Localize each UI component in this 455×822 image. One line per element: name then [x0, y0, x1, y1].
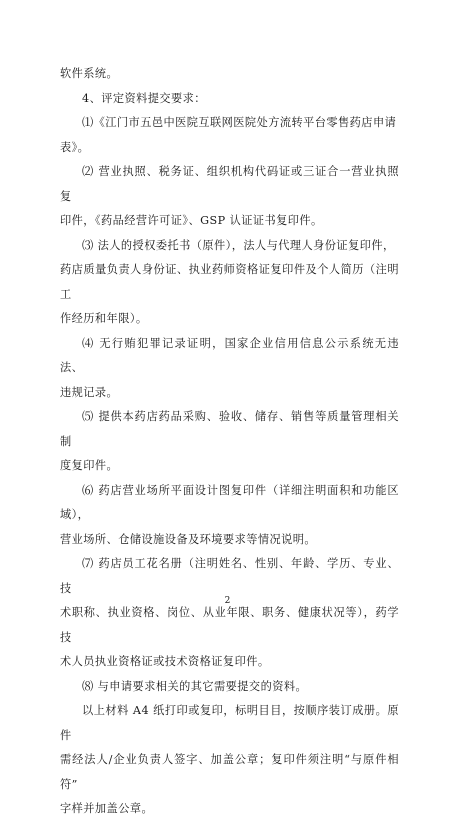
item-2-line-1: ⑵ 营业执照、税务证、组织机构代码证或三证合一营业执照复: [60, 165, 399, 203]
item-4-line-2: 违规记录。: [60, 385, 119, 399]
closing-note-line-2: 需经法人/企业负责人签字、加盖公章；复印件须注明“与原件相符”: [60, 753, 399, 791]
item-6-line-1: ⑹ 药店营业场所平面设计图复印件（详细注明面积和功能区域），: [60, 483, 399, 521]
item-2-line-2: 印件，《药品经营许可证》、GSP 认证证书复印件。: [60, 214, 323, 227]
closing-note-line-1: 以上材料 A4 纸打印或复印，标明目目，按顺序装订成册。原件: [60, 704, 399, 742]
item-3-line-1: ⑶ 法人的授权委托书（原件），法人与代理人身份证复印件，: [82, 238, 395, 252]
item-5-line-2: 度复印件。: [60, 459, 119, 472]
item-5-line-1: ⑸ 提供本药店药品采购、验收、储存、销售等质量管理相关制: [60, 410, 399, 448]
item-8-line-1: ⑻ 与申请要求相关的其它需要提交的资料。: [82, 679, 308, 693]
text-line-continuation: 软件系统。: [60, 67, 119, 80]
item-7-line-2: 术职称、执业资格、岗位、从业年限、职务、健康状况等），药学技: [60, 606, 399, 644]
item-7-line-3: 术人员执业资格证或技术资格证复印件。: [60, 655, 270, 668]
section-heading-submission-requirements: 4、评定资料提交要求：: [82, 91, 206, 105]
item-1-line-1: ⑴《江门市五邑中医院互联网医院处方流转平台零售药店申请: [82, 116, 397, 129]
item-4-line-1: ⑷ 无行贿犯罪记录证明，国家企业信用信息公示系统无违法、: [60, 336, 399, 374]
item-1-line-2: 表》。: [60, 140, 90, 154]
closing-note-line-3: 字样并加盖公章。: [60, 802, 154, 815]
item-3-line-2: 药店质量负责人身份证、执业药师资格证复印件及个人简历（注明工: [60, 263, 399, 301]
page-number: 2: [224, 596, 231, 606]
item-3-line-3: 作经历和年限）。: [60, 312, 148, 325]
item-6-line-2: 营业场所、仓储设施设备及环境要求等情况说明。: [60, 532, 317, 546]
item-7-line-1: ⑺ 药店员工花名册（注明姓名、性别、年龄、学历、专业、技: [60, 557, 399, 595]
